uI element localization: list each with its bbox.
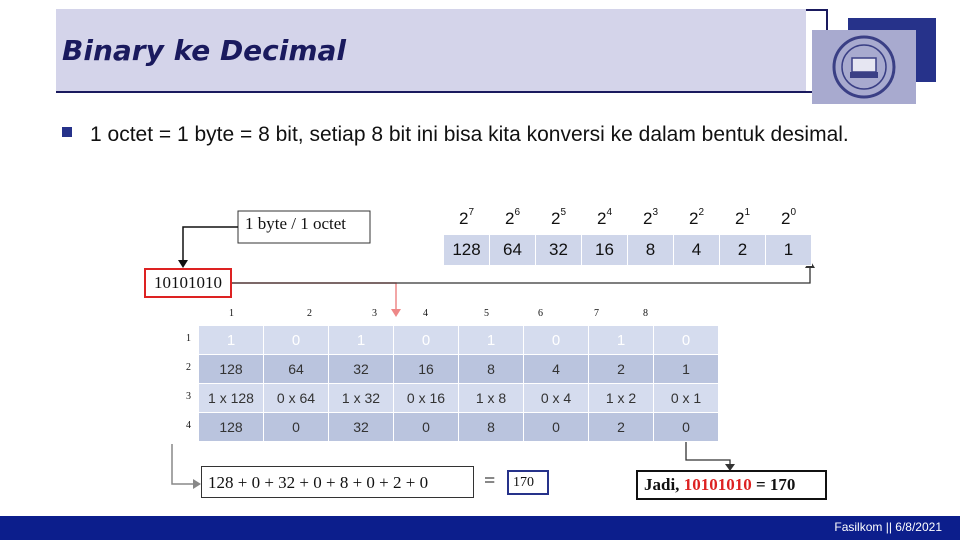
sum-arrow: [172, 444, 198, 484]
column-header: 3: [372, 308, 377, 319]
weight-cell: 2: [589, 355, 654, 384]
column-header: 5: [484, 308, 489, 319]
value-cell: 1: [766, 235, 812, 266]
conclusion-box: [636, 470, 827, 500]
conclusion-binary: 10101010: [683, 475, 752, 494]
value-cell: 32: [536, 235, 582, 266]
power-cell: $2^4$: [582, 204, 628, 235]
conclusion-prefix: Jadi,: [644, 475, 680, 494]
power-cell: $2^2$: [674, 204, 720, 235]
weight-cell: 64: [264, 355, 329, 384]
bit-cell: 1: [199, 326, 264, 355]
bullet-text: 1 octet = 1 byte = 8 bit, setiap 8 bit ini bisa kita konversi ke dalam bentuk desimal.: [90, 123, 849, 146]
bit-cell: 1: [589, 326, 654, 355]
column-header: 6: [538, 308, 543, 319]
weight-cell: 8: [459, 355, 524, 384]
column-header: 4: [423, 308, 428, 319]
power-cell: $2^6$: [490, 204, 536, 235]
byte-octet-label: 1 byte / 1 octet: [245, 214, 347, 233]
result-cell: 0: [524, 413, 589, 442]
result-cell: 128: [199, 413, 264, 442]
result-cell: 0: [264, 413, 329, 442]
bit-cell: 1: [459, 326, 524, 355]
weight-cell: 32: [329, 355, 394, 384]
values-row: [444, 235, 812, 266]
footer-bar: [0, 516, 960, 540]
row-header: 1: [186, 333, 191, 344]
column-header: 7: [594, 308, 599, 319]
sum-expression: 128 + 0 + 32 + 0 + 8 + 0 + 2 + 0: [201, 466, 474, 498]
table-row: [199, 384, 719, 413]
power-cell: $2^1$: [720, 204, 766, 235]
result-cell: 0: [654, 413, 719, 442]
byte-arrow-head: [178, 260, 188, 268]
powers-row: [444, 204, 812, 235]
power-cell: $2^3$: [628, 204, 674, 235]
bit-cell: 1: [329, 326, 394, 355]
table-row: [199, 355, 719, 384]
product-cell: 1 x 128: [199, 384, 264, 413]
row-header: 3: [186, 391, 191, 402]
power-cell: $2^7$: [444, 204, 490, 235]
equals-sign: =: [484, 470, 496, 492]
weight-cell: 128: [199, 355, 264, 384]
product-cell: 0 x 4: [524, 384, 589, 413]
bit-cell: 0: [394, 326, 459, 355]
result-value: 170: [507, 470, 549, 495]
product-cell: 0 x 64: [264, 384, 329, 413]
power-cell: $2^5$: [536, 204, 582, 235]
footer-text: Fasilkom || 6/8/2021: [834, 520, 942, 534]
slide-title: Binary ke Decimal: [62, 34, 347, 67]
conclusion-suffix: = 170: [755, 475, 796, 494]
result-arrow: [686, 441, 730, 466]
row-header: 2: [186, 362, 191, 373]
bit-cell: 0: [524, 326, 589, 355]
column-header: 8: [643, 308, 648, 319]
value-cell: 16: [582, 235, 628, 266]
weight-cell: 1: [654, 355, 719, 384]
product-cell: 1 x 2: [589, 384, 654, 413]
power-cell: $2^0$: [766, 204, 812, 235]
column-header: 2: [307, 308, 312, 319]
bit-cell: 0: [264, 326, 329, 355]
powers-table: [443, 203, 812, 266]
bit-cell: 0: [654, 326, 719, 355]
value-cell: 8: [628, 235, 674, 266]
value-cell: 4: [674, 235, 720, 266]
conversion-table: [198, 325, 719, 442]
binary-input-box: 10101010: [144, 268, 232, 298]
product-cell: 1 x 8: [459, 384, 524, 413]
result-cell: 8: [459, 413, 524, 442]
row-header: 4: [186, 420, 191, 431]
sum-arrow-head: [193, 479, 201, 489]
input-arrow-head: [391, 309, 401, 317]
byte-arrow: [183, 227, 238, 262]
product-cell: 0 x 16: [394, 384, 459, 413]
value-cell: 64: [490, 235, 536, 266]
weight-cell: 16: [394, 355, 459, 384]
table-row: [199, 326, 719, 355]
result-cell: 2: [589, 413, 654, 442]
column-header: 1: [229, 308, 234, 319]
product-cell: 0 x 1: [654, 384, 719, 413]
weight-cell: 4: [524, 355, 589, 384]
result-cell: 32: [329, 413, 394, 442]
table-row: [199, 413, 719, 442]
value-cell: 2: [720, 235, 766, 266]
result-cell: 0: [394, 413, 459, 442]
value-cell: 128: [444, 235, 490, 266]
product-cell: 1 x 32: [329, 384, 394, 413]
